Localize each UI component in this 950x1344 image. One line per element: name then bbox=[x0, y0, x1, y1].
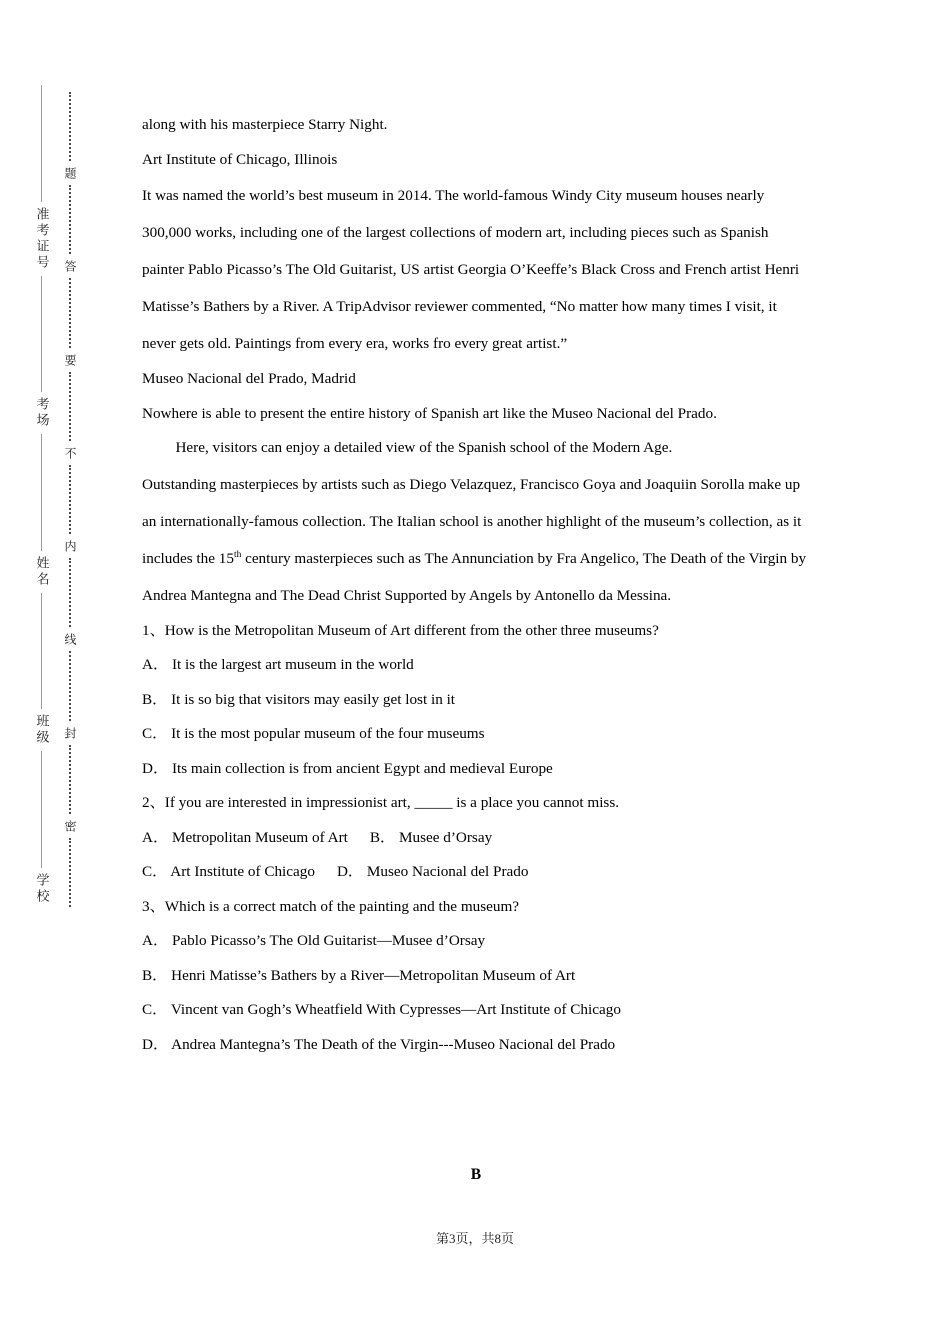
passage-paragraph bbox=[142, 466, 810, 614]
seal-dotted-segment bbox=[69, 372, 71, 441]
question-1-text: How is the Metropolitan Museum of Art different from the other three museums? bbox=[164, 621, 659, 639]
question-2-option-row-2 bbox=[142, 855, 810, 890]
footer-suffix: 页 bbox=[501, 1232, 515, 1247]
passage-paragraph: Here, visitors can enjoy a detailed view of the Spanish school of the Modern Age. bbox=[175, 439, 673, 456]
question-3-stem bbox=[142, 890, 810, 925]
question-2-number: 2、 bbox=[142, 794, 165, 811]
seal-dotted-segment bbox=[69, 465, 71, 534]
seal-notice-char-yao: 要 bbox=[63, 353, 77, 366]
seal-notice-char-ti: 题 bbox=[63, 167, 77, 180]
question-2-option-c[interactable]: C． Art Institute of Chicago bbox=[142, 863, 315, 880]
answer-marker: B bbox=[470, 1166, 482, 1183]
question-1-option-a[interactable]: A． It is the largest art museum in the world bbox=[142, 656, 414, 673]
seal-line-notice-column bbox=[57, 92, 83, 907]
question-1-number: 1、 bbox=[142, 621, 165, 639]
question-1-option-c[interactable]: C． It is the most popular museum of the four museums bbox=[142, 725, 485, 742]
passage-heading-museo-prado: Museo Nacional del Prado, Madrid bbox=[142, 370, 356, 387]
page-footer bbox=[0, 1228, 950, 1247]
question-3-option-d[interactable]: D． Andrea Mantegna’s The Death of the Virgin---Museo Nacional del Prado bbox=[142, 1035, 616, 1053]
question-2-option-a[interactable]: A． Metropolitan Museum of Art bbox=[142, 828, 348, 846]
seal-dotted-segment bbox=[69, 558, 71, 627]
question-2-option-d[interactable]: D． Museo Nacional del Prado bbox=[336, 863, 529, 880]
seal-rule-segment bbox=[41, 593, 42, 710]
seal-field-admission-number: 准考证号 bbox=[33, 206, 49, 271]
seal-notice-char-mi: 密 bbox=[63, 819, 77, 832]
question-2-text: If you are interested in impressionist art, _____ is a place you cannot miss. bbox=[164, 794, 620, 811]
question-1-option-d[interactable]: D． Its main collection is from ancient Egypt and medieval Europe bbox=[142, 759, 553, 777]
question-1-option-b[interactable]: B． It is so big that visitors may easily get lost in it bbox=[142, 690, 456, 708]
passage-heading-art-institute: Art Institute of Chicago, Illinois bbox=[142, 150, 338, 168]
question-3-option-b[interactable]: B． Henri Matisse’s Bathers by a River—Metropolitan Museum of Art bbox=[142, 966, 576, 984]
footer-prefix: 第 bbox=[435, 1232, 449, 1247]
question-3-option-a[interactable]: A． Pablo Picasso’s The Old Guitarist—Musee d’Orsay bbox=[142, 932, 486, 949]
document-body bbox=[142, 108, 810, 1183]
seal-rule-segment bbox=[41, 85, 42, 202]
seal-field-exam-room: 考场 bbox=[33, 397, 49, 430]
footer-total-pages: 8 bbox=[494, 1231, 501, 1246]
question-1-stem bbox=[142, 614, 810, 649]
passage-paragraph: It was named the world’s best museum in 2014. The world-famous Windy City museum houses nearly 300,000 works, including one of the largest collections of modern art, including pieces such as Spanish painter Pablo Picasso’s The Old Guitarist, US artist Georgia O’Keeffe’s Black Cross and French artist Henri Matisse’s Bathers by a River. A TripAdvisor reviewer commented, “No matter how many times I visit, it never gets old. Paintings from every era, works fro every great artist.” bbox=[142, 187, 800, 352]
seal-rule-segment bbox=[41, 276, 42, 393]
question-3-number: 3、 bbox=[142, 897, 165, 915]
seal-notice-char-feng: 封 bbox=[63, 726, 77, 739]
seal-dotted-segment bbox=[69, 838, 71, 907]
question-2-stem bbox=[142, 786, 810, 821]
passage-paragraph: Nowhere is able to present the entire history of Spanish art like the Museo Nacional del Prado. bbox=[142, 404, 717, 422]
question-2-option-b[interactable]: B． Musee d’Orsay bbox=[369, 828, 493, 846]
seal-field-school: 学校 bbox=[33, 872, 49, 905]
seal-field-class: 班级 bbox=[33, 714, 49, 747]
question-2-option-row-1 bbox=[142, 821, 810, 856]
seal-notice-char-bu: 不 bbox=[63, 446, 77, 459]
seal-notice-char-nei: 内 bbox=[63, 540, 77, 553]
passage-paragraph: along with his masterpiece Starry Night. bbox=[142, 116, 388, 133]
question-3-text: Which is a correct match of the painting and the museum? bbox=[164, 897, 520, 915]
seal-dotted-segment bbox=[69, 745, 71, 814]
seal-rule-segment bbox=[41, 751, 42, 868]
seal-dotted-segment bbox=[69, 651, 71, 720]
seal-dotted-segment bbox=[69, 278, 71, 347]
seal-notice-char-xian: 线 bbox=[63, 633, 77, 646]
seal-notice-char-da: 答 bbox=[63, 260, 77, 273]
passage-text-part-a: Outstanding masterpieces by artists such as Diego Velazquez, Francisco Goya and Joaquiin Sorolla make up an internationally-famous collection. The Italian school is another highlight of the museum’s collection, as it includes the 15 bbox=[142, 475, 802, 567]
seal-line-fields-column bbox=[24, 85, 58, 910]
footer-current-page: 3 bbox=[448, 1231, 456, 1246]
passage-text-part-b: century masterpieces such as The Annunciation by Fra Angelico, The Death of the Virgin by Andrea Mantegna and The Dead Christ Supported by Angels by Antonello da Messina. bbox=[142, 549, 807, 604]
ordinal-suffix: th bbox=[233, 549, 242, 560]
footer-middle: 页，共 bbox=[455, 1232, 495, 1247]
seal-rule-segment bbox=[41, 434, 42, 551]
seal-line-area bbox=[0, 0, 110, 1344]
seal-dotted-segment bbox=[69, 92, 71, 161]
seal-field-name: 姓名 bbox=[33, 555, 49, 588]
question-3-option-c[interactable]: C． Vincent van Gogh’s Wheatfield With Cypresses—Art Institute of Chicago bbox=[142, 1001, 621, 1018]
seal-dotted-segment bbox=[69, 185, 71, 254]
